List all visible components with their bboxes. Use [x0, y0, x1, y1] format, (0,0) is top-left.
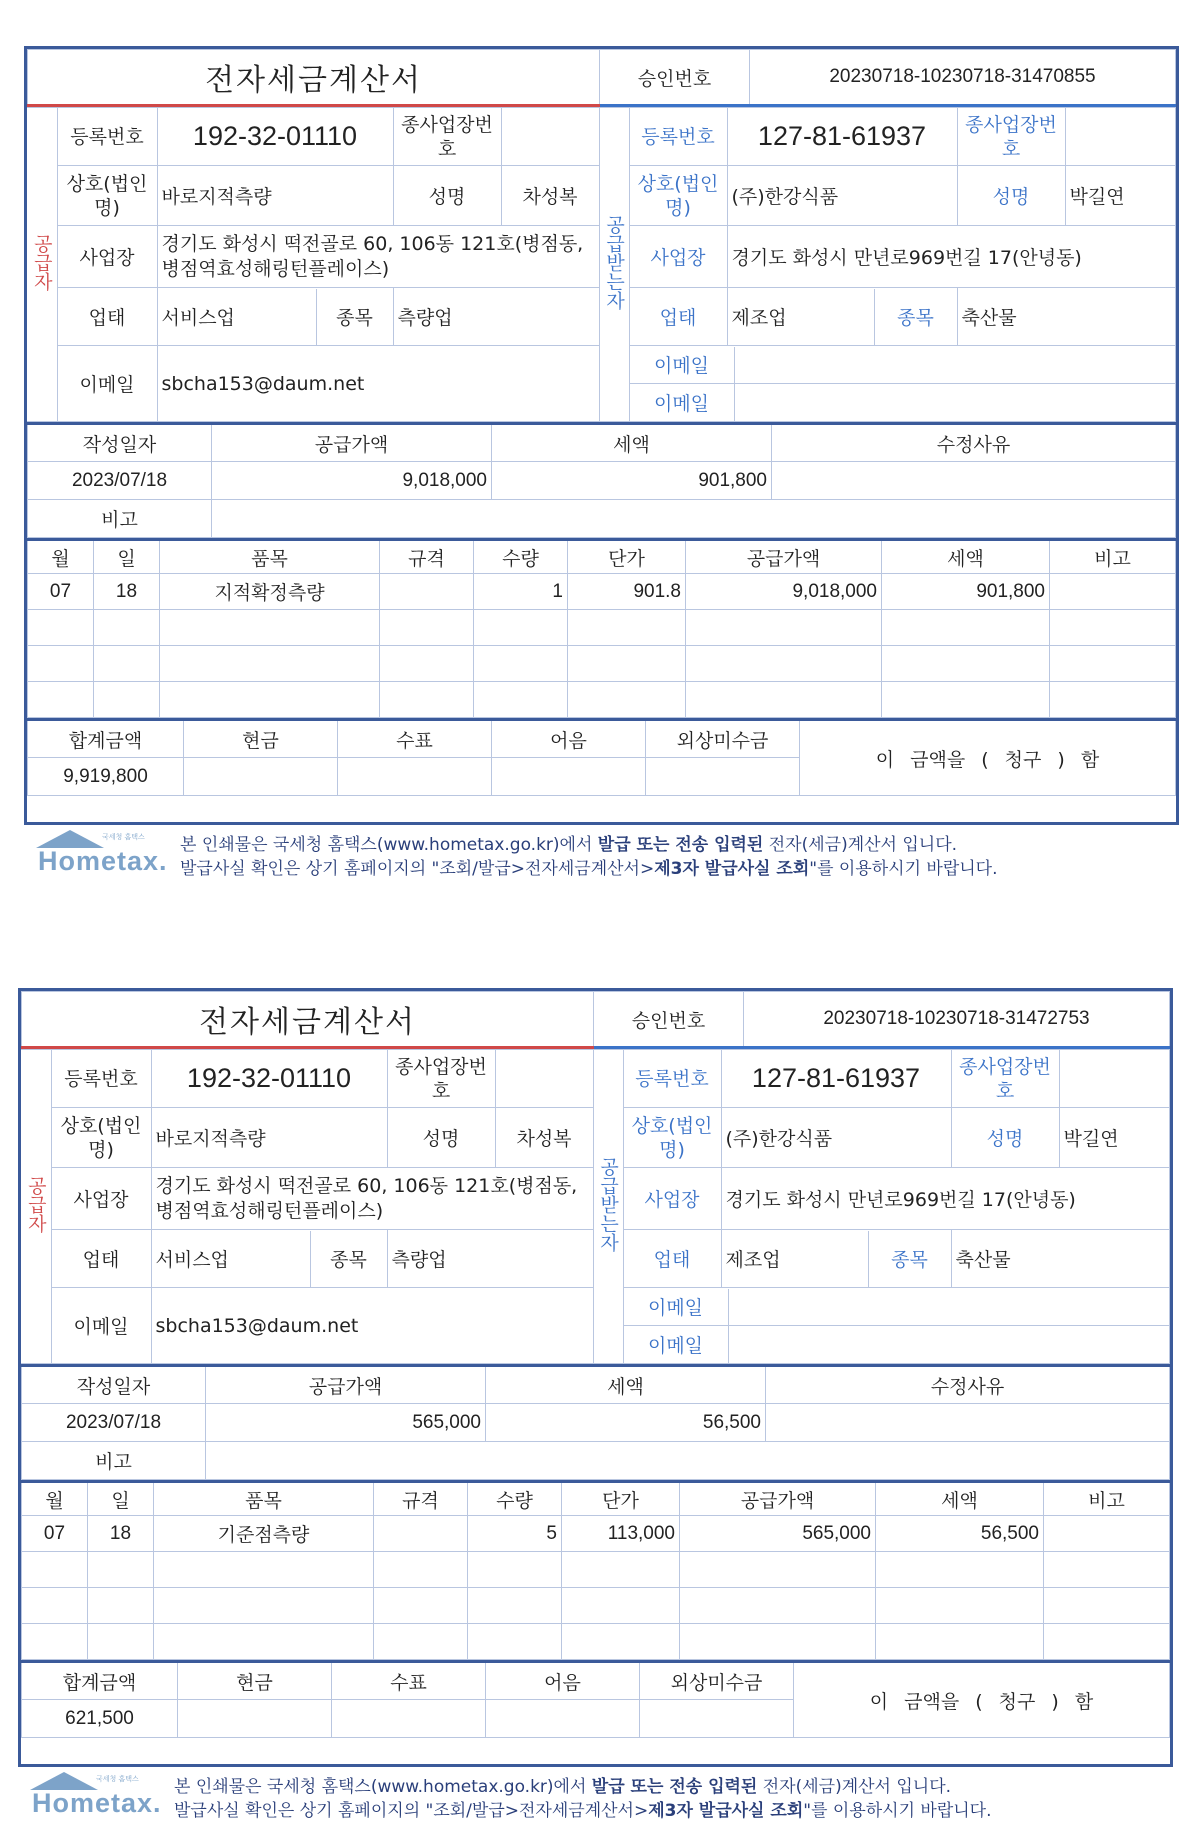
col-note: 비고: [1050, 540, 1176, 574]
supply-amount: 565,000: [206, 1404, 486, 1442]
col-unit: 단가: [562, 1482, 680, 1516]
credit-label: 외상미수금: [640, 1662, 794, 1700]
date-label: 작성일자: [28, 424, 212, 462]
col-month: 월: [28, 540, 94, 574]
col-tax: 세액: [882, 540, 1050, 574]
item-supply: 565,000: [680, 1516, 876, 1552]
buyer-branch-label: 종사업장번호: [957, 108, 1065, 166]
totals-section: [21, 1660, 1170, 1738]
supplier-email-label: 이메일: [51, 1288, 151, 1364]
buyer-regno-label: 등록번호: [623, 1050, 721, 1108]
supplier-ceo: 차성복: [501, 166, 599, 226]
totals-section: [27, 718, 1176, 796]
item-note: [1050, 574, 1176, 610]
issue-date: 2023/07/18: [28, 462, 212, 500]
buyer-email-label-2: 이메일: [624, 1326, 729, 1363]
item-name: 지적확정측량: [160, 574, 380, 610]
supply-amount: 9,018,000: [212, 462, 492, 500]
supplier-ceo-label: 성명: [393, 166, 501, 226]
supplier-branch-label: 종사업장번호: [387, 1050, 495, 1108]
hometax-logo: 국세청 홈택스 Hometax.: [30, 826, 170, 882]
table-row: [22, 1516, 1170, 1552]
buyer-regno: 127-81-61937: [721, 1050, 951, 1108]
buyer-email-label-1: 이메일: [630, 347, 735, 384]
footer-notice-1: [30, 826, 1190, 882]
col-note: 비고: [1044, 1482, 1170, 1516]
supplier-ceo: 차성복: [495, 1108, 593, 1168]
col-month: 월: [22, 1482, 88, 1516]
item-tax: 56,500: [876, 1516, 1044, 1552]
buyer-branch-label: 종사업장번호: [951, 1050, 1059, 1108]
supplier-type: 서비스업: [152, 1231, 311, 1287]
buyer-regno-label: 등록번호: [629, 108, 727, 166]
total-label: 합계금액: [22, 1662, 178, 1700]
item-month: 07: [22, 1516, 88, 1552]
buyer-type-label: 업태: [629, 288, 727, 346]
party-section: [27, 107, 1176, 422]
supplier-address: 경기도 화성시 떡전골로 60, 106동 121호(병점동, 병점역효성해링턴플레이스): [151, 1168, 593, 1230]
supplier-item: 측량업: [387, 1230, 593, 1288]
footer-line-1: 본 인쇄물은 국세청 홈택스(www.hometax.go.kr)에서 발급 또는 전송 입력된 전자(세금)계산서 입니다.: [174, 1777, 952, 1797]
supplier-name-label: 상호(법인명): [51, 1108, 151, 1168]
tax-invoice-2: [18, 988, 1173, 1767]
items-table: [21, 1480, 1170, 1660]
item-tax: 901,800: [882, 574, 1050, 610]
buyer-item: 축산물: [957, 288, 1176, 346]
buyer-name-label: 상호(법인명): [623, 1108, 721, 1168]
supplier-regno: 192-32-01110: [157, 108, 393, 166]
summary-section: [21, 1364, 1170, 1480]
supplier-branch: [495, 1050, 593, 1108]
supplier-ceo-label: 성명: [387, 1108, 495, 1168]
item-qty: 5: [468, 1516, 562, 1552]
supplier-email-label: 이메일: [57, 346, 157, 422]
footer-line-2: 발급사실 확인은 상기 홈페이지의 "조회/발급>전자세금계산서>제3자 발급사실 조회"를 이용하시기 바랍니다.: [174, 1801, 992, 1821]
item-unit-price: 113,000: [562, 1516, 680, 1552]
total-amount: 9,919,800: [28, 758, 184, 796]
supplier-addr-label: 사업장: [57, 226, 157, 288]
approval-label: 승인번호: [594, 992, 744, 1048]
col-day: 일: [88, 1482, 154, 1516]
supplier-regno: 192-32-01110: [151, 1050, 387, 1108]
credit-label: 외상미수금: [646, 720, 800, 758]
supplier-name-label: 상호(법인명): [57, 166, 157, 226]
bill-label: 어음: [486, 1662, 640, 1700]
supplier-item: 측량업: [393, 288, 599, 346]
buyer-addr-label: 사업장: [623, 1168, 721, 1230]
buyer-side-label: 공급받는자: [603, 214, 625, 310]
supplier-regno-label: 등록번호: [57, 108, 157, 166]
col-qty: 수량: [474, 540, 568, 574]
buyer-ceo-label: 성명: [951, 1108, 1059, 1168]
buyer-ceo: 박길연: [1065, 166, 1176, 226]
item-name: 기준점측량: [154, 1516, 374, 1552]
supplier-branch-label: 종사업장번호: [393, 108, 501, 166]
supplier-type-label: 업태: [51, 1230, 151, 1288]
buyer-addr-label: 사업장: [629, 226, 727, 288]
col-item: 품목: [154, 1482, 374, 1516]
items-table: [27, 538, 1176, 718]
supplier-item-label: 종목: [336, 307, 373, 329]
item-spec: [380, 574, 474, 610]
total-label: 합계금액: [28, 720, 184, 758]
col-unit: 단가: [568, 540, 686, 574]
reason-label: 수정사유: [772, 424, 1176, 462]
col-supply: 공급가액: [686, 540, 882, 574]
hometax-logo: 국세청 홈택스 Hometax.: [24, 1768, 164, 1824]
supplier-email: sbcha153@daum.net: [157, 346, 599, 422]
supplier-regno-label: 등록번호: [51, 1050, 151, 1108]
supply-label: 공급가액: [212, 424, 492, 462]
col-supply: 공급가액: [680, 1482, 876, 1516]
check-label: 수표: [332, 1662, 486, 1700]
buyer-type: 제조업: [728, 289, 875, 345]
buyer-item-label: 종목: [897, 307, 934, 329]
buyer-name: (주)한강식품: [721, 1108, 951, 1168]
approval-number: 20230718-10230718-31472753: [744, 992, 1170, 1048]
supplier-side-label: 공급자: [24, 1175, 47, 1233]
supplier-email: sbcha153@daum.net: [151, 1288, 593, 1364]
supplier-type-label: 업태: [57, 288, 157, 346]
item-supply: 9,018,000: [686, 574, 882, 610]
date-label: 작성일자: [22, 1366, 206, 1404]
item-day: 18: [88, 1516, 154, 1552]
tax-amount: 901,800: [492, 462, 772, 500]
claim-text: 이 금액을 ( 청구 ) 함: [800, 720, 1176, 796]
buyer-name: (주)한강식품: [727, 166, 957, 226]
supplier-branch: [501, 108, 599, 166]
footer-line-1: 본 인쇄물은 국세청 홈택스(www.hometax.go.kr)에서 발급 또는 전송 입력된 전자(세금)계산서 입니다.: [180, 835, 958, 855]
approval-number: 20230718-10230718-31470855: [750, 50, 1176, 106]
invoice-header: [21, 991, 1170, 1049]
supply-label: 공급가액: [206, 1366, 486, 1404]
item-unit-price: 901.8: [568, 574, 686, 610]
reason-label: 수정사유: [766, 1366, 1170, 1404]
item-day: 18: [94, 574, 160, 610]
buyer-ceo-label: 성명: [957, 166, 1065, 226]
supplier-side-label: 공급자: [30, 233, 53, 291]
bill-label: 어음: [492, 720, 646, 758]
buyer-item-label: 종목: [891, 1249, 928, 1271]
buyer-branch: [1065, 108, 1176, 166]
note-label: 비고: [28, 500, 212, 538]
buyer-side-label: 공급받는자: [597, 1156, 619, 1252]
supplier-name: 바로지적측량: [157, 166, 393, 226]
buyer-address: 경기도 화성시 만년로969번길 17(안녕동): [727, 226, 1176, 288]
buyer-email-label-2: 이메일: [630, 384, 735, 421]
item-month: 07: [28, 574, 94, 610]
issue-date: 2023/07/18: [22, 1404, 206, 1442]
tax-amount: 56,500: [486, 1404, 766, 1442]
check-label: 수표: [338, 720, 492, 758]
claim-text: 이 금액을 ( 청구 ) 함: [794, 1662, 1170, 1738]
item-qty: 1: [474, 574, 568, 610]
buyer-regno: 127-81-61937: [727, 108, 957, 166]
col-tax: 세액: [876, 1482, 1044, 1516]
approval-label: 승인번호: [600, 50, 750, 106]
buyer-name-label: 상호(법인명): [629, 166, 727, 226]
footer-notice-2: [24, 1768, 1184, 1824]
buyer-address: 경기도 화성시 만년로969번길 17(안녕동): [721, 1168, 1170, 1230]
summary-section: [27, 422, 1176, 538]
invoice-header: [27, 49, 1176, 107]
supplier-item-label: 종목: [330, 1249, 367, 1271]
col-day: 일: [94, 540, 160, 574]
buyer-item: 축산물: [951, 1230, 1170, 1288]
buyer-type: 제조업: [722, 1231, 869, 1287]
buyer-ceo: 박길연: [1059, 1108, 1170, 1168]
total-amount: 621,500: [22, 1700, 178, 1738]
item-note: [1044, 1516, 1170, 1552]
buyer-branch: [1059, 1050, 1170, 1108]
buyer-email-label-1: 이메일: [624, 1289, 729, 1326]
invoice-title: 전자세금계산서: [28, 50, 600, 106]
supplier-addr-label: 사업장: [51, 1168, 151, 1230]
cash-label: 현금: [184, 720, 338, 758]
note-label: 비고: [22, 1442, 206, 1480]
reason: [772, 462, 1176, 500]
item-spec: [374, 1516, 468, 1552]
col-item: 품목: [160, 540, 380, 574]
table-row: [28, 574, 1176, 610]
invoice-title: 전자세금계산서: [22, 992, 594, 1048]
supplier-name: 바로지적측량: [151, 1108, 387, 1168]
reason: [766, 1404, 1170, 1442]
tax-label: 세액: [486, 1366, 766, 1404]
col-spec: 규격: [380, 540, 474, 574]
col-qty: 수량: [468, 1482, 562, 1516]
cash-label: 현금: [178, 1662, 332, 1700]
tax-invoice-1: [24, 46, 1179, 825]
buyer-type-label: 업태: [623, 1230, 721, 1288]
tax-label: 세액: [492, 424, 772, 462]
supplier-address: 경기도 화성시 떡전골로 60, 106동 121호(병점동, 병점역효성해링턴플레이스): [157, 226, 599, 288]
party-section: [21, 1049, 1170, 1364]
supplier-type: 서비스업: [158, 289, 317, 345]
col-spec: 규격: [374, 1482, 468, 1516]
footer-line-2: 발급사실 확인은 상기 홈페이지의 "조회/발급>전자세금계산서>제3자 발급사실 조회"를 이용하시기 바랍니다.: [180, 859, 998, 879]
